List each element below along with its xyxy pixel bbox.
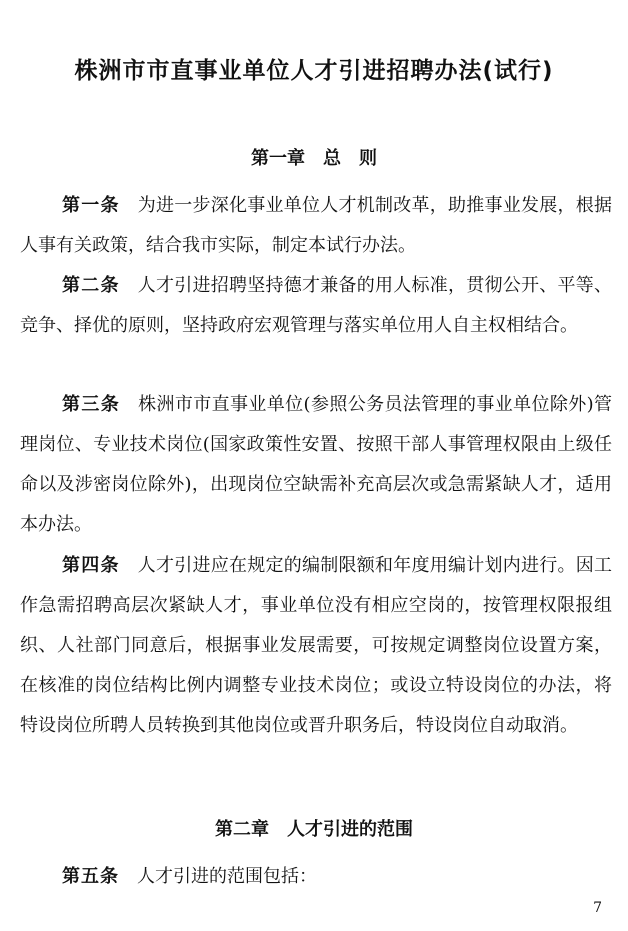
chapter-heading-2: 第二章 人才引进的范围 bbox=[215, 819, 413, 840]
article-label: 第二条 bbox=[62, 275, 120, 296]
chapter-heading-1: 第一章 总 则 bbox=[251, 148, 377, 169]
page-number: 7 bbox=[593, 900, 602, 916]
article-text: 为进一步深化事业单位人才机制改革，助推事业发展，根据人事有关政策，结合我市实际，制定本试行办法。 bbox=[20, 195, 612, 256]
article-text: 人才引进的范围包括： bbox=[137, 866, 317, 887]
article-2 bbox=[20, 266, 612, 346]
article-4 bbox=[20, 546, 612, 746]
article-label: 第五条 bbox=[62, 866, 119, 887]
article-label: 第一条 bbox=[62, 195, 120, 216]
article-text: 人才引进招聘坚持德才兼备的用人标准，贯彻公开、平等、竞争、择优的原则，坚持政府宏观管理与落实单位用人自主权相结合。 bbox=[20, 275, 612, 336]
article-text: 人才引进应在规定的编制限额和年度用编计划内进行。因工作急需招聘高层次紧缺人才，事业单位没有相应空岗的，按管理权限报组织、人社部门同意后，根据事业发展需要，可按规定调整岗位设置方案，在核准的岗位结构比例内调整专业技术岗位；或设立特设岗位的办法，将特设岗位所聘人员转换到其他岗位或晋升职务后，特设岗位自动取消。 bbox=[20, 555, 612, 736]
article-label: 第四条 bbox=[62, 555, 120, 576]
article-5 bbox=[20, 857, 612, 897]
article-label: 第三条 bbox=[62, 394, 121, 415]
article-text: 株洲市市直事业单位(参照公务员法管理的事业单位除外)管理岗位、专业技术岗位(国家政策性安置、按照干部人事管理权限由上级任命以及涉密岗位除外)，出现岗位空缺需补充高层次或急需紧缺人才，适用本办法。 bbox=[20, 394, 613, 535]
article-3 bbox=[20, 385, 612, 545]
article-1 bbox=[20, 186, 612, 266]
document-title: 株洲市市直事业单位人才引进招聘办法(试行) bbox=[74, 58, 554, 84]
